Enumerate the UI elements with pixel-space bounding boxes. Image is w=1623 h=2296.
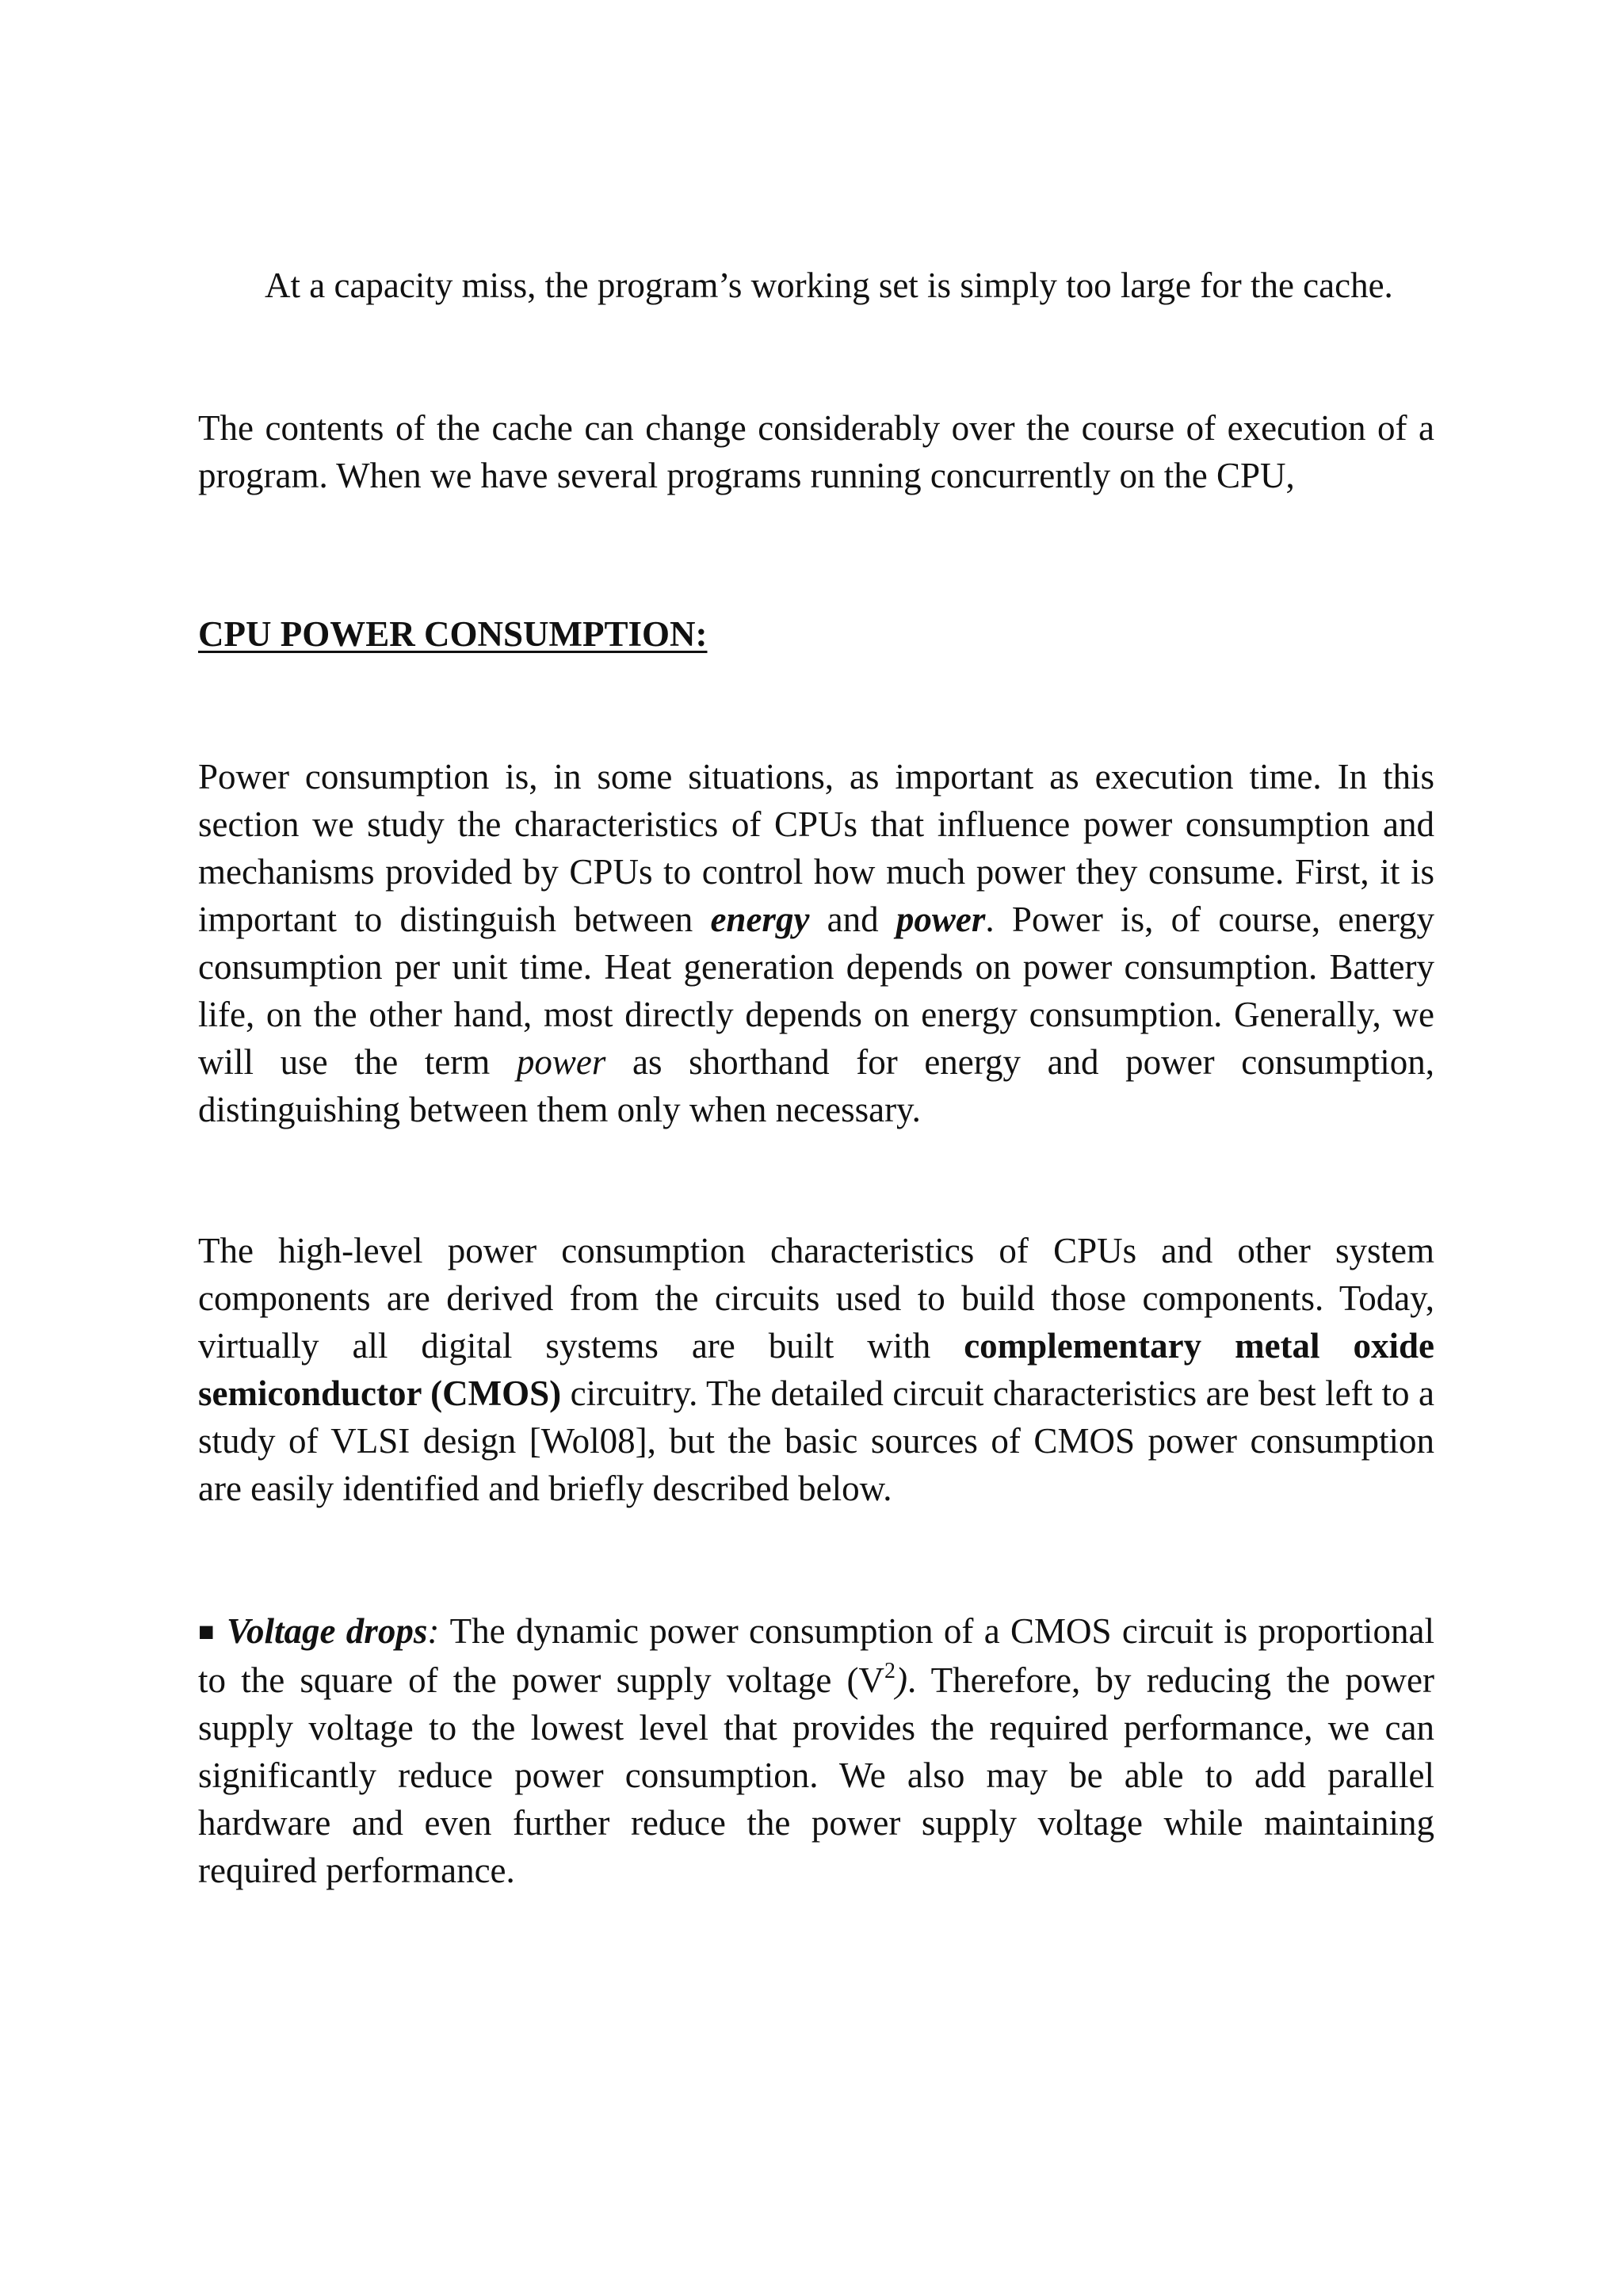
term-energy: energy [710, 900, 810, 939]
document-page [198, 262, 1434, 1894]
paragraph-text: and [809, 900, 896, 939]
term-power: power [896, 900, 986, 939]
paragraph-text: The dynamic power consumption of a CMOS circuit is proportional to the square of the power supply voltage (V [198, 1611, 1434, 1700]
section-heading: CPU POWER CONSUMPTION: [198, 614, 708, 654]
paragraph-power-intro [198, 753, 1434, 1133]
paragraph-cache-contents [198, 404, 1434, 499]
closing-paren: ) [896, 1660, 907, 1700]
paragraph-text: . Therefore, by reducing the power supply voltage to the lowest level that provides the required performance, we can significantly reduce power consumption. We also may be able to add parallel hardware and even further reduce the power supply voltage while maintaining required performance. [198, 1660, 1434, 1890]
paragraph-text: At a capacity miss, the program’s working set is simply too large for the cache. [265, 266, 1393, 305]
paragraph-text: The high-level power consumption characteristics of CPUs and other system components are derived from the circuits used to build those components. Today, virtually all digital systems are built with [198, 1231, 1434, 1366]
term-colon: : [427, 1611, 450, 1651]
paragraph-capacity-miss [198, 262, 1434, 309]
term-voltage-drops: Voltage drops [226, 1611, 428, 1651]
superscript-two: 2 [884, 1659, 896, 1683]
paragraph-text: The contents of the cache can change considerably over the course of execution of a program. When we have several programs running concurrently on the CPU, [198, 408, 1434, 495]
term-cmos: complementary metal oxide semiconductor (CMOS) [198, 1326, 1435, 1413]
term-power-italic: power [516, 1042, 606, 1082]
paragraph-text: circuitry. The detailed circuit characteristics are best left to a study of VLSI design [Wol08], but the basic sources of CMOS power consumption are easily identified and briefly described below. [198, 1373, 1434, 1508]
paragraph-text: Power consumption is, in some situations, as important as execution time. In this section we study the characteristics of CPUs that influence power consumption and mechanisms provided by CPUs to control how much power they consume. First, it is important to distinguish between [198, 757, 1434, 939]
paragraph-text: . Power is, of course, energy consumption per unit time. Heat generation depends on power consumption. Battery life, on the other hand, most directly depends on energy consumption. Generally, we will use the term [198, 900, 1434, 1082]
bullet-square-icon: ■ [198, 1618, 216, 1647]
paragraph-text: as shorthand for energy and power consumption, distinguishing between them only when necessary. [198, 1042, 1434, 1129]
paragraph-voltage-drops [198, 1607, 1434, 1894]
paragraph-cmos [198, 1227, 1434, 1512]
